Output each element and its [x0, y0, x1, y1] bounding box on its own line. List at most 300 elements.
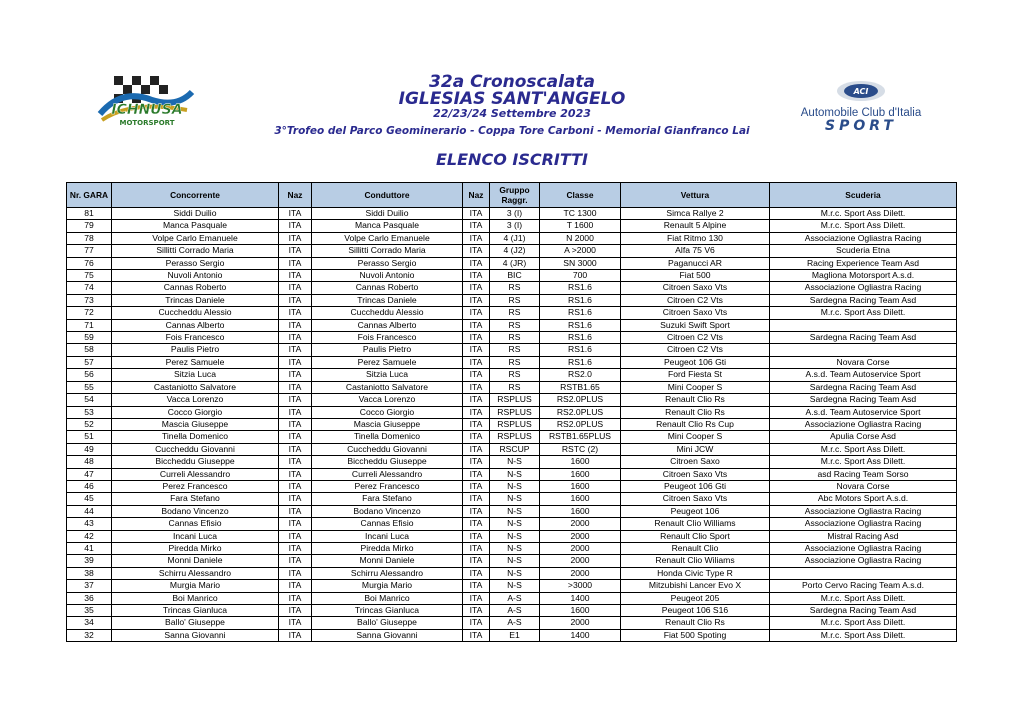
competitor-nationality-cell: ITA: [279, 530, 312, 542]
race-number-cell: 38: [67, 567, 112, 579]
car-cell: Citroen C2 Vts: [621, 344, 770, 356]
driver-nationality-cell: ITA: [463, 629, 490, 641]
race-number-cell: 46: [67, 480, 112, 492]
driver-nationality-cell: ITA: [463, 356, 490, 368]
class-cell: 1600: [540, 456, 621, 468]
class-cell: 2000: [540, 542, 621, 554]
driver-cell: Cannas Roberto: [312, 282, 463, 294]
table-row: [67, 605, 957, 617]
race-number-cell: 44: [67, 505, 112, 517]
class-cell: 1400: [540, 592, 621, 604]
race-number-cell: 56: [67, 369, 112, 381]
table-row: [67, 381, 957, 393]
driver-cell: Trincas Daniele: [312, 294, 463, 306]
team-cell: M.r.c. Sport Ass Dilett.: [770, 443, 957, 455]
competitor-nationality-cell: ITA: [279, 418, 312, 430]
race-number-cell: 47: [67, 468, 112, 480]
driver-nationality-cell: ITA: [463, 245, 490, 257]
group-cell: N-S: [490, 567, 540, 579]
car-cell: Peugeot 205: [621, 592, 770, 604]
group-cell: RS: [490, 369, 540, 381]
car-cell: Citroen Saxo Vts: [621, 468, 770, 480]
team-cell: Sardegna Racing Team Asd: [770, 332, 957, 344]
driver-nationality-cell: ITA: [463, 542, 490, 554]
class-cell: RSTB1.65PLUS: [540, 431, 621, 443]
competitor-cell: Trincas Daniele: [112, 294, 279, 306]
car-cell: Renault Clio Sport: [621, 530, 770, 542]
class-cell: 1600: [540, 605, 621, 617]
race-number-cell: 36: [67, 592, 112, 604]
competitor-cell: Schirru Alessandro: [112, 567, 279, 579]
competitor-cell: Cannas Alberto: [112, 319, 279, 331]
driver-nationality-cell: ITA: [463, 443, 490, 455]
driver-nationality-cell: ITA: [463, 257, 490, 269]
driver-cell: Castaniotto Salvatore: [312, 381, 463, 393]
entry-list-table: [66, 182, 957, 642]
driver-cell: Perez Francesco: [312, 480, 463, 492]
table-row: [67, 431, 957, 443]
team-cell: M.r.c. Sport Ass Dilett.: [770, 629, 957, 641]
group-cell: 3 (I): [490, 208, 540, 220]
competitor-nationality-cell: ITA: [279, 208, 312, 220]
competitor-cell: Castaniotto Salvatore: [112, 381, 279, 393]
group-cell: A-S: [490, 592, 540, 604]
driver-cell: Murgia Mario: [312, 580, 463, 592]
competitor-nationality-cell: ITA: [279, 356, 312, 368]
driver-nationality-cell: ITA: [463, 493, 490, 505]
table-row: [67, 567, 957, 579]
driver-nationality-cell: ITA: [463, 418, 490, 430]
car-cell: Mini Cooper S: [621, 381, 770, 393]
driver-cell: Perez Samuele: [312, 356, 463, 368]
table-row: [67, 220, 957, 232]
car-cell: Renault Clio Rs Cup: [621, 418, 770, 430]
driver-nationality-cell: ITA: [463, 294, 490, 306]
driver-nationality-cell: ITA: [463, 530, 490, 542]
group-cell: RS: [490, 294, 540, 306]
competitor-cell: Perasso Sergio: [112, 257, 279, 269]
table-row: [67, 580, 957, 592]
class-cell: RS2.0PLUS: [540, 418, 621, 430]
driver-nationality-cell: ITA: [463, 555, 490, 567]
group-cell: RSPLUS: [490, 406, 540, 418]
table-row: [67, 518, 957, 530]
group-cell: N-S: [490, 542, 540, 554]
race-number-cell: 77: [67, 245, 112, 257]
race-number-cell: 59: [67, 332, 112, 344]
race-number-cell: 41: [67, 542, 112, 554]
driver-cell: Perasso Sergio: [312, 257, 463, 269]
team-cell: Sardegna Racing Team Asd: [770, 381, 957, 393]
team-cell: Mistral Racing Asd: [770, 530, 957, 542]
group-cell: RSCUP: [490, 443, 540, 455]
table-row: [67, 542, 957, 554]
class-cell: >3000: [540, 580, 621, 592]
competitor-cell: Boi Manrico: [112, 592, 279, 604]
team-cell: M.r.c. Sport Ass Dilett.: [770, 208, 957, 220]
competitor-cell: Nuvoli Antonio: [112, 270, 279, 282]
competitor-cell: Paulis Pietro: [112, 344, 279, 356]
competitor-nationality-cell: ITA: [279, 369, 312, 381]
class-cell: 1600: [540, 493, 621, 505]
driver-cell: Curreli Alessandro: [312, 468, 463, 480]
class-cell: RS1.6: [540, 344, 621, 356]
col-naz-concorrente-header: Naz: [279, 183, 312, 208]
race-number-cell: 32: [67, 629, 112, 641]
driver-nationality-cell: ITA: [463, 332, 490, 344]
group-cell: E1: [490, 629, 540, 641]
table-row: [67, 307, 957, 319]
driver-cell: Cuccheddu Giovanni: [312, 443, 463, 455]
driver-cell: Manca Pasquale: [312, 220, 463, 232]
car-cell: Mitzubishi Lancer Evo X: [621, 580, 770, 592]
competitor-cell: Monni Daniele: [112, 555, 279, 567]
race-number-cell: 39: [67, 555, 112, 567]
svg-text:SPORT: SPORT: [825, 118, 897, 132]
driver-nationality-cell: ITA: [463, 456, 490, 468]
table-header-row: [67, 183, 957, 208]
driver-nationality-cell: ITA: [463, 208, 490, 220]
driver-cell: Tinella Domenico: [312, 431, 463, 443]
driver-cell: Sanna Giovanni: [312, 629, 463, 641]
group-cell: N-S: [490, 518, 540, 530]
competitor-nationality-cell: ITA: [279, 381, 312, 393]
group-cell: RSPLUS: [490, 418, 540, 430]
competitor-nationality-cell: ITA: [279, 617, 312, 629]
table-row: [67, 480, 957, 492]
class-cell: 2000: [540, 530, 621, 542]
group-cell: RSPLUS: [490, 431, 540, 443]
svg-text:ICHNUSA: ICHNUSA: [111, 102, 183, 118]
race-number-cell: 42: [67, 530, 112, 542]
competitor-cell: Sanna Giovanni: [112, 629, 279, 641]
team-cell: M.r.c. Sport Ass Dilett.: [770, 617, 957, 629]
driver-cell: Biccheddu Giuseppe: [312, 456, 463, 468]
table-row: [67, 282, 957, 294]
team-cell: Novara Corse: [770, 480, 957, 492]
team-cell: Associazione Ogliastra Racing: [770, 542, 957, 554]
race-number-cell: 54: [67, 394, 112, 406]
list-title: ELENCO ISCRITTI: [436, 150, 588, 169]
driver-cell: Cannas Efisio: [312, 518, 463, 530]
race-number-cell: 71: [67, 319, 112, 331]
competitor-nationality-cell: ITA: [279, 257, 312, 269]
driver-cell: Mascia Giuseppe: [312, 418, 463, 430]
race-number-cell: 81: [67, 208, 112, 220]
team-cell: Apulia Corse Asd: [770, 431, 957, 443]
driver-cell: Cuccheddu Alessio: [312, 307, 463, 319]
competitor-cell: Biccheddu Giuseppe: [112, 456, 279, 468]
class-cell: RS1.6: [540, 307, 621, 319]
car-cell: Ford Fiesta St: [621, 369, 770, 381]
team-cell: asd Racing Team Sorso: [770, 468, 957, 480]
competitor-nationality-cell: ITA: [279, 468, 312, 480]
driver-cell: Sitzia Luca: [312, 369, 463, 381]
col-gruppo-header: Gruppo Raggr.: [490, 183, 540, 208]
group-cell: RS: [490, 356, 540, 368]
competitor-nationality-cell: ITA: [279, 592, 312, 604]
team-cell: M.r.c. Sport Ass Dilett.: [770, 220, 957, 232]
competitor-cell: Manca Pasquale: [112, 220, 279, 232]
table-row: [67, 232, 957, 244]
col-concorrente-header: Concorrente: [112, 183, 279, 208]
competitor-nationality-cell: ITA: [279, 480, 312, 492]
competitor-cell: Ballo' Giuseppe: [112, 617, 279, 629]
table-row: [67, 493, 957, 505]
competitor-cell: Cannas Roberto: [112, 282, 279, 294]
group-cell: RSPLUS: [490, 394, 540, 406]
class-cell: RSTC (2): [540, 443, 621, 455]
class-cell: N 2000: [540, 232, 621, 244]
competitor-cell: Cuccheddu Giovanni: [112, 443, 279, 455]
competitor-nationality-cell: ITA: [279, 294, 312, 306]
competitor-nationality-cell: ITA: [279, 431, 312, 443]
class-cell: SN 3000: [540, 257, 621, 269]
team-cell: Scuderia Etna: [770, 245, 957, 257]
team-cell: A.s.d. Team Autoservice Sport: [770, 406, 957, 418]
race-number-cell: 35: [67, 605, 112, 617]
competitor-cell: Sitzia Luca: [112, 369, 279, 381]
class-cell: 700: [540, 270, 621, 282]
competitor-nationality-cell: ITA: [279, 344, 312, 356]
table-row: [67, 406, 957, 418]
competitor-cell: Tinella Domenico: [112, 431, 279, 443]
car-cell: Fiat Ritmo 130: [621, 232, 770, 244]
event-subtitle: IGLESIAS SANT'ANGELO: [398, 89, 626, 109]
group-cell: 4 (J1): [490, 232, 540, 244]
car-cell: Citroen C2 Vts: [621, 294, 770, 306]
group-cell: N-S: [490, 505, 540, 517]
driver-nationality-cell: ITA: [463, 282, 490, 294]
race-number-cell: 73: [67, 294, 112, 306]
competitor-nationality-cell: ITA: [279, 220, 312, 232]
team-cell: M.r.c. Sport Ass Dilett.: [770, 307, 957, 319]
car-cell: Renault Clio Wiliams: [621, 555, 770, 567]
competitor-cell: Incani Luca: [112, 530, 279, 542]
svg-text:MOTORSPORT: MOTORSPORT: [119, 119, 175, 127]
event-trophy: 3°Trofeo del Parco Geominerario - Coppa Tore Carboni - Memorial Gianfranco Lai: [274, 125, 750, 137]
class-cell: 1600: [540, 468, 621, 480]
group-cell: N-S: [490, 580, 540, 592]
driver-nationality-cell: ITA: [463, 567, 490, 579]
competitor-nationality-cell: ITA: [279, 232, 312, 244]
driver-nationality-cell: ITA: [463, 406, 490, 418]
driver-nationality-cell: ITA: [463, 220, 490, 232]
competitor-nationality-cell: ITA: [279, 456, 312, 468]
driver-nationality-cell: ITA: [463, 232, 490, 244]
race-number-cell: 55: [67, 381, 112, 393]
table-row: [67, 332, 957, 344]
class-cell: A >2000: [540, 245, 621, 257]
team-cell: Porto Cervo Racing Team A.s.d.: [770, 580, 957, 592]
group-cell: RS: [490, 319, 540, 331]
competitor-cell: Perez Samuele: [112, 356, 279, 368]
competitor-nationality-cell: ITA: [279, 282, 312, 294]
class-cell: 2000: [540, 518, 621, 530]
driver-nationality-cell: ITA: [463, 369, 490, 381]
competitor-cell: Cocco Giorgio: [112, 406, 279, 418]
group-cell: 4 (J2): [490, 245, 540, 257]
table-row: [67, 443, 957, 455]
driver-cell: Schirru Alessandro: [312, 567, 463, 579]
competitor-nationality-cell: ITA: [279, 567, 312, 579]
driver-nationality-cell: ITA: [463, 319, 490, 331]
col-classe-header: Classe: [540, 183, 621, 208]
class-cell: T 1600: [540, 220, 621, 232]
class-cell: RS1.6: [540, 294, 621, 306]
table-row: [67, 505, 957, 517]
class-cell: RSTB1.65: [540, 381, 621, 393]
group-cell: N-S: [490, 456, 540, 468]
car-cell: Fiat 500: [621, 270, 770, 282]
driver-nationality-cell: ITA: [463, 505, 490, 517]
car-cell: Mini JCW: [621, 443, 770, 455]
car-cell: Renault Clio Rs: [621, 394, 770, 406]
race-number-cell: 49: [67, 443, 112, 455]
car-cell: Citroen Saxo Vts: [621, 493, 770, 505]
competitor-cell: Piredda Mirko: [112, 542, 279, 554]
competitor-nationality-cell: ITA: [279, 307, 312, 319]
group-cell: BIC: [490, 270, 540, 282]
driver-cell: Nuvoli Antonio: [312, 270, 463, 282]
team-cell: Associazione Ogliastra Racing: [770, 282, 957, 294]
table-row: [67, 319, 957, 331]
table-row: [67, 294, 957, 306]
class-cell: 2000: [540, 617, 621, 629]
car-cell: Citroen Saxo Vts: [621, 307, 770, 319]
team-cell: [770, 319, 957, 331]
driver-nationality-cell: ITA: [463, 518, 490, 530]
driver-cell: Sillitti Corrado Maria: [312, 245, 463, 257]
race-number-cell: 37: [67, 580, 112, 592]
group-cell: 4 (JR): [490, 257, 540, 269]
group-cell: N-S: [490, 555, 540, 567]
competitor-nationality-cell: ITA: [279, 605, 312, 617]
table-row: [67, 369, 957, 381]
team-cell: Associazione Ogliastra Racing: [770, 555, 957, 567]
driver-nationality-cell: ITA: [463, 605, 490, 617]
race-number-cell: 72: [67, 307, 112, 319]
table-body: [67, 208, 957, 642]
driver-nationality-cell: ITA: [463, 270, 490, 282]
svg-text:ACI: ACI: [853, 87, 869, 96]
race-number-cell: 58: [67, 344, 112, 356]
table-row: [67, 208, 957, 220]
car-cell: Citroen Saxo: [621, 456, 770, 468]
race-number-cell: 43: [67, 518, 112, 530]
class-cell: RS2.0: [540, 369, 621, 381]
col-nr-gara-header: Nr. GARA: [67, 183, 112, 208]
driver-nationality-cell: ITA: [463, 394, 490, 406]
race-number-cell: 57: [67, 356, 112, 368]
group-cell: RS: [490, 282, 540, 294]
team-cell: Abc Motors Sport A.s.d.: [770, 493, 957, 505]
driver-nationality-cell: ITA: [463, 344, 490, 356]
car-cell: Citroen Saxo Vts: [621, 282, 770, 294]
driver-cell: Monni Daniele: [312, 555, 463, 567]
group-cell: RS: [490, 344, 540, 356]
driver-cell: Piredda Mirko: [312, 542, 463, 554]
driver-cell: Trincas Gianluca: [312, 605, 463, 617]
competitor-cell: Perez Francesco: [112, 480, 279, 492]
car-cell: Honda Civic Type R: [621, 567, 770, 579]
col-scuderia-header: Scuderia: [770, 183, 957, 208]
group-cell: RS: [490, 381, 540, 393]
driver-cell: Incani Luca: [312, 530, 463, 542]
car-cell: Suzuki Swift Sport: [621, 319, 770, 331]
competitor-cell: Bodano Vincenzo: [112, 505, 279, 517]
competitor-nationality-cell: ITA: [279, 319, 312, 331]
car-cell: Alfa 75 V6: [621, 245, 770, 257]
car-cell: Renault Clio Rs: [621, 617, 770, 629]
table-row: [67, 270, 957, 282]
competitor-nationality-cell: ITA: [279, 332, 312, 344]
team-cell: Associazione Ogliastra Racing: [770, 505, 957, 517]
race-number-cell: 48: [67, 456, 112, 468]
table-row: [67, 617, 957, 629]
class-cell: 1600: [540, 505, 621, 517]
competitor-nationality-cell: ITA: [279, 493, 312, 505]
competitor-nationality-cell: ITA: [279, 555, 312, 567]
group-cell: RS: [490, 307, 540, 319]
competitor-cell: Trincas Gianluca: [112, 605, 279, 617]
car-cell: Mini Cooper S: [621, 431, 770, 443]
driver-cell: Cocco Giorgio: [312, 406, 463, 418]
table-row: [67, 418, 957, 430]
race-number-cell: 53: [67, 406, 112, 418]
competitor-cell: Fara Stefano: [112, 493, 279, 505]
car-cell: Peugeot 106 S16: [621, 605, 770, 617]
car-cell: Citroen C2 Vts: [621, 332, 770, 344]
table-row: [67, 555, 957, 567]
class-cell: 2000: [540, 567, 621, 579]
driver-nationality-cell: ITA: [463, 381, 490, 393]
class-cell: 1400: [540, 629, 621, 641]
race-number-cell: 79: [67, 220, 112, 232]
class-cell: RS1.6: [540, 319, 621, 331]
race-number-cell: 52: [67, 418, 112, 430]
competitor-nationality-cell: ITA: [279, 505, 312, 517]
driver-cell: Boi Manrico: [312, 592, 463, 604]
group-cell: A-S: [490, 605, 540, 617]
competitor-cell: Volpe Carlo Emanuele: [112, 232, 279, 244]
car-cell: Renault Clio: [621, 542, 770, 554]
driver-cell: Fara Stefano: [312, 493, 463, 505]
competitor-nationality-cell: ITA: [279, 394, 312, 406]
driver-nationality-cell: ITA: [463, 592, 490, 604]
group-cell: RS: [490, 332, 540, 344]
car-cell: Fiat 500 Spoting: [621, 629, 770, 641]
group-cell: 3 (I): [490, 220, 540, 232]
group-cell: N-S: [490, 480, 540, 492]
competitor-nationality-cell: ITA: [279, 270, 312, 282]
competitor-cell: Fois Francesco: [112, 332, 279, 344]
driver-cell: Vacca Lorenzo: [312, 394, 463, 406]
car-cell: Renault Clio Williams: [621, 518, 770, 530]
team-cell: Associazione Ogliastra Racing: [770, 232, 957, 244]
competitor-nationality-cell: ITA: [279, 245, 312, 257]
svg-text:Automobile Club d'Italia: Automobile Club d'Italia: [800, 107, 922, 119]
driver-cell: Volpe Carlo Emanuele: [312, 232, 463, 244]
class-cell: RS2.0PLUS: [540, 394, 621, 406]
competitor-cell: Murgia Mario: [112, 580, 279, 592]
group-cell: A-S: [490, 617, 540, 629]
team-cell: Sardegna Racing Team Asd: [770, 294, 957, 306]
car-cell: Renault 5 Alpine: [621, 220, 770, 232]
driver-nationality-cell: ITA: [463, 307, 490, 319]
driver-nationality-cell: ITA: [463, 468, 490, 480]
team-cell: Magliona Motorsport A.s.d.: [770, 270, 957, 282]
